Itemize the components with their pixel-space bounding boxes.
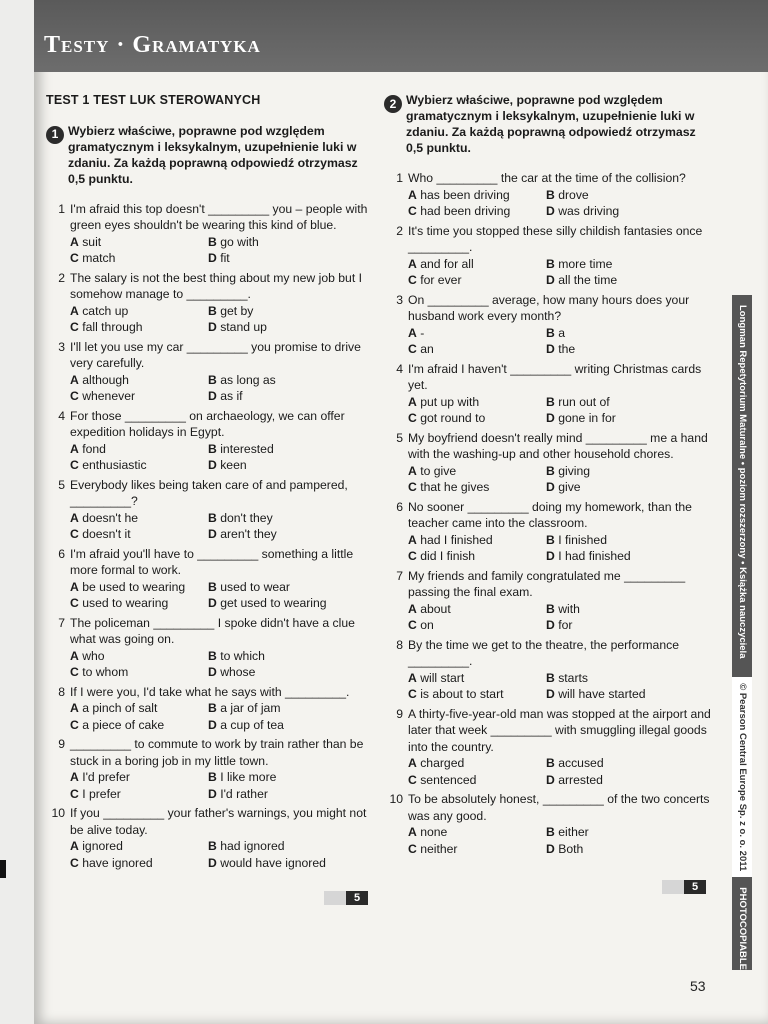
question-item xyxy=(384,637,714,703)
question-body xyxy=(70,477,376,543)
question-list xyxy=(46,201,376,872)
option-text: the xyxy=(558,342,576,356)
option-c: C a piece of cake xyxy=(70,717,165,732)
answer-options xyxy=(408,755,714,788)
option-text: to which xyxy=(220,648,265,663)
option-c: C for ever xyxy=(408,273,462,287)
question-text: A thirty-five-year-old man was stopped at the airport and later that week _________ with smuggling illegal goods into the country. xyxy=(408,706,711,754)
left-column xyxy=(46,92,376,874)
option-text: gone in for xyxy=(558,411,616,425)
option-d: D would have ignored xyxy=(208,855,326,870)
option-text: an xyxy=(420,342,434,356)
answer-options xyxy=(408,463,714,496)
option-d: D I had finished xyxy=(546,549,631,563)
question-number: 8 xyxy=(58,684,65,699)
option-d: D fit xyxy=(208,251,230,265)
option-d: D give xyxy=(546,480,581,494)
answer-options xyxy=(408,824,714,857)
task-1-score-badge: 5 xyxy=(346,891,368,905)
option-a: A fond xyxy=(70,441,106,456)
question-body xyxy=(70,805,376,871)
option-text: for xyxy=(558,618,573,632)
option-text: I'd prefer xyxy=(82,770,130,784)
test-title: TEST 1 TEST LUK STEROWANYCH xyxy=(46,93,261,107)
option-text: had I finished xyxy=(420,532,493,547)
option-text: I'd rather xyxy=(220,786,268,801)
option-text: none xyxy=(420,825,448,839)
question-body xyxy=(408,361,714,427)
question-item xyxy=(384,706,714,789)
question-body xyxy=(70,684,376,734)
question-text: On _________ average, how many hours does your husband work every month? xyxy=(408,292,690,323)
option-text: I finished xyxy=(558,532,607,547)
option-text: ignored xyxy=(82,839,123,853)
option-text: to whom xyxy=(82,665,129,679)
option-text: who xyxy=(82,648,105,663)
option-text: will start xyxy=(420,670,465,685)
option-text: has been driving xyxy=(420,187,510,202)
option-a: A be used to wearing xyxy=(70,579,186,594)
question-number: 3 xyxy=(396,292,403,307)
question-body xyxy=(70,201,376,267)
option-b: B get by xyxy=(208,303,254,318)
option-c: C doesn't it xyxy=(70,527,131,541)
option-text: did I finish xyxy=(420,549,476,563)
header-band xyxy=(34,0,768,72)
option-c: C neither xyxy=(408,841,458,856)
option-c: C enthusiastic xyxy=(70,458,147,472)
option-c: C on xyxy=(408,618,434,632)
question-number: 2 xyxy=(58,270,65,285)
question-text: The policeman _________ I spoke didn't have a clue what was going on. xyxy=(70,615,355,646)
option-text: interested xyxy=(220,441,274,456)
question-body xyxy=(70,270,376,336)
question-item xyxy=(46,615,376,681)
question-number: 1 xyxy=(58,201,65,216)
option-d: D Both xyxy=(546,841,584,856)
question-body xyxy=(408,499,714,565)
option-text: that he gives xyxy=(420,480,490,494)
option-b: B had ignored xyxy=(208,839,285,853)
option-c: C that he gives xyxy=(408,480,490,494)
question-body xyxy=(408,292,714,358)
option-c: C match xyxy=(70,251,116,265)
option-text: as long as xyxy=(220,372,276,387)
question-list xyxy=(384,170,714,857)
page-number: 53 xyxy=(690,978,706,994)
option-b: B a jar of jam xyxy=(208,701,281,715)
question-text: _________ to commute to work by train rather than be stuck in a boring job in my little town. xyxy=(70,737,364,768)
photocopiable-label: PHOTOCOPIABLE xyxy=(737,887,748,970)
option-text: on xyxy=(420,618,434,632)
option-a: A ignored xyxy=(70,839,123,853)
option-text: for ever xyxy=(420,273,462,287)
side-strip-text xyxy=(732,295,752,970)
question-text: I'll let you use my car _________ you promise to drive very carefully. xyxy=(70,339,361,370)
option-b: B drove xyxy=(546,187,589,202)
task-number-badge: 2 xyxy=(384,95,402,113)
question-body xyxy=(408,430,714,496)
option-c: C an xyxy=(408,342,434,356)
option-text: I like more xyxy=(220,770,277,784)
question-body xyxy=(70,408,376,474)
option-text: arrested xyxy=(558,772,603,787)
option-text: doesn't he xyxy=(82,510,139,525)
answer-options xyxy=(70,303,376,336)
option-d: D keen xyxy=(208,458,247,472)
option-d: D I'd rather xyxy=(208,786,268,801)
question-number: 8 xyxy=(396,637,403,652)
option-a: A - xyxy=(408,325,425,340)
option-a: A will start xyxy=(408,670,465,685)
question-item xyxy=(46,201,376,267)
option-b: B more time xyxy=(546,256,613,271)
option-text: either xyxy=(558,825,589,839)
option-text: - xyxy=(420,325,425,340)
option-text: to give xyxy=(420,463,457,478)
option-text: fit xyxy=(220,251,230,265)
option-text: whenever xyxy=(82,389,136,403)
option-text: drove xyxy=(558,187,589,202)
right-column xyxy=(384,92,714,860)
question-body xyxy=(408,223,714,289)
option-text: would have ignored xyxy=(220,855,326,870)
option-text: a jar of jam xyxy=(220,701,281,715)
question-item xyxy=(46,805,376,871)
option-a: A who xyxy=(70,648,105,663)
answer-options xyxy=(408,394,714,427)
question-item xyxy=(46,736,376,802)
answer-options xyxy=(70,838,376,871)
option-a: A although xyxy=(70,372,129,387)
option-text: as if xyxy=(220,389,243,403)
option-c: C I prefer xyxy=(70,786,121,801)
question-text: The salary is not the best thing about my new job but I somehow manage to _________. xyxy=(70,270,362,301)
option-text: fall through xyxy=(82,320,143,334)
question-item xyxy=(46,339,376,405)
question-item xyxy=(384,791,714,857)
question-item xyxy=(46,270,376,336)
option-text: match xyxy=(82,251,116,265)
option-b: B accused xyxy=(546,756,604,770)
page xyxy=(34,0,768,1024)
answer-options xyxy=(70,441,376,474)
gutter-mark xyxy=(0,860,6,878)
option-text: will have started xyxy=(558,687,646,701)
option-b: B I like more xyxy=(208,770,277,784)
question-item xyxy=(384,430,714,496)
option-text: keen xyxy=(220,458,247,472)
option-d: D will have started xyxy=(546,687,646,701)
option-text: had been driving xyxy=(420,204,511,218)
book-title: Longman Repetytorium Maturalne • poziom rozszerzony • Książka nauczyciela xyxy=(737,305,748,659)
question-body xyxy=(408,791,714,857)
question-item xyxy=(384,499,714,565)
question-text: To be absolutely honest, _________ of the two concerts was any good. xyxy=(408,792,710,823)
option-text: a xyxy=(558,325,565,340)
option-text: was driving xyxy=(558,204,620,218)
option-text: giving xyxy=(558,463,591,478)
question-item xyxy=(46,477,376,543)
option-c: C have ignored xyxy=(70,855,153,870)
option-text: doesn't it xyxy=(82,527,131,541)
option-b: B don't they xyxy=(208,510,273,525)
question-text: Everybody likes being taken care of and pampered, _________? xyxy=(70,477,348,508)
option-c: C had been driving xyxy=(408,204,511,218)
question-number: 10 xyxy=(389,792,403,806)
question-text: If you _________ your father's warnings, you might not be alive today. xyxy=(70,806,367,837)
answer-options xyxy=(408,601,714,634)
option-text: aren't they xyxy=(220,527,277,541)
question-number: 2 xyxy=(396,223,403,238)
option-a: A put up with xyxy=(408,394,480,409)
question-item xyxy=(384,361,714,427)
answer-options xyxy=(408,325,714,358)
question-text: I'm afraid you'll have to _________ something a little more formal to work. xyxy=(70,546,354,577)
question-body xyxy=(408,170,714,220)
option-a: A and for all xyxy=(408,256,474,271)
option-c: C whenever xyxy=(70,389,136,403)
question-body xyxy=(408,568,714,634)
option-text: a pinch of salt xyxy=(82,701,158,715)
option-text: enthusiastic xyxy=(82,458,147,472)
question-item xyxy=(46,408,376,474)
option-c: C to whom xyxy=(70,665,129,679)
option-text: get used to wearing xyxy=(220,596,327,610)
option-text: whose xyxy=(220,665,256,679)
question-item xyxy=(384,292,714,358)
question-number: 7 xyxy=(58,615,65,630)
option-b: B starts xyxy=(546,670,588,685)
option-d: D for xyxy=(546,618,573,632)
option-b: B run out of xyxy=(546,394,610,409)
task-1-header xyxy=(46,123,376,187)
option-text: a piece of cake xyxy=(82,717,165,732)
option-text: go with xyxy=(220,234,259,249)
option-c: C fall through xyxy=(70,320,143,334)
question-item xyxy=(46,684,376,734)
option-d: D gone in for xyxy=(546,411,616,425)
option-text: is about to start xyxy=(420,687,504,701)
option-b: B I finished xyxy=(546,532,607,547)
option-d: D get used to wearing xyxy=(208,596,327,610)
option-d: D was driving xyxy=(546,204,620,218)
question-number: 5 xyxy=(396,430,403,445)
question-number: 7 xyxy=(396,568,403,583)
answer-options xyxy=(408,532,714,565)
option-text: about xyxy=(420,601,451,616)
question-text: Who _________ the car at the time of the collision? xyxy=(408,171,686,185)
answer-options xyxy=(408,670,714,703)
option-c: C is about to start xyxy=(408,687,504,701)
option-a: A catch up xyxy=(70,303,129,318)
option-text: don't they xyxy=(220,510,273,525)
option-b: B interested xyxy=(208,441,274,456)
task-2-header xyxy=(384,92,714,156)
option-text: all the time xyxy=(558,273,618,287)
option-text: have ignored xyxy=(82,855,153,870)
option-a: A has been driving xyxy=(408,187,510,202)
question-body xyxy=(408,637,714,703)
option-text: got round to xyxy=(420,411,486,425)
option-text: used to wearing xyxy=(82,596,169,610)
question-item xyxy=(384,568,714,634)
answer-options xyxy=(70,700,376,733)
option-text: I prefer xyxy=(82,786,121,801)
option-text: accused xyxy=(558,756,604,770)
question-number: 6 xyxy=(396,499,403,514)
option-text: although xyxy=(82,372,129,387)
option-text: used to wear xyxy=(220,579,290,594)
question-number: 3 xyxy=(58,339,65,354)
question-text: It's time you stopped these silly childish fantasies once _________. xyxy=(408,223,703,254)
option-d: D a cup of tea xyxy=(208,717,284,732)
option-text: Both xyxy=(558,841,584,856)
question-body xyxy=(408,706,714,789)
option-d: D all the time xyxy=(546,273,618,287)
answer-options xyxy=(70,234,376,267)
question-body xyxy=(70,736,376,802)
answer-options xyxy=(70,372,376,405)
option-text: with xyxy=(558,601,580,616)
option-c: C did I finish xyxy=(408,549,476,563)
option-text: stand up xyxy=(220,320,267,334)
question-item xyxy=(384,223,714,289)
option-a: A charged xyxy=(408,756,465,770)
option-text: I had finished xyxy=(558,549,631,563)
task-number-badge: 1 xyxy=(46,126,64,144)
question-number: 4 xyxy=(396,361,403,376)
option-text: give xyxy=(558,480,581,494)
option-b: B either xyxy=(546,825,589,839)
option-d: D stand up xyxy=(208,320,267,334)
option-text: be used to wearing xyxy=(82,579,186,594)
question-text: For those _________ on archaeology, we can offer expedition holidays in Egypt. xyxy=(70,408,345,439)
option-a: A none xyxy=(408,825,448,839)
question-text: My friends and family congratulated me _________ passing the final exam. xyxy=(408,568,686,599)
page-header-title: Testy · Gramatyka xyxy=(44,32,261,58)
option-text: fond xyxy=(82,441,106,456)
option-text: charged xyxy=(420,756,465,770)
option-c: C sentenced xyxy=(408,772,477,787)
option-d: D whose xyxy=(208,665,256,679)
option-text: starts xyxy=(558,670,588,685)
option-b: B to which xyxy=(208,648,265,663)
side-strip xyxy=(732,295,752,970)
option-a: A a pinch of salt xyxy=(70,701,158,715)
answer-options xyxy=(408,187,714,220)
option-b: B go with xyxy=(208,234,259,249)
question-text: My boyfriend doesn't really mind _________ me a hand with the washing-up and other household chores. xyxy=(408,430,708,461)
option-a: A about xyxy=(408,601,451,616)
option-text: suit xyxy=(82,234,102,249)
option-b: B with xyxy=(546,601,580,616)
option-text: run out of xyxy=(558,394,610,409)
option-text: neither xyxy=(420,841,458,856)
question-text: No sooner _________ doing my homework, than the teacher came into the classroom. xyxy=(408,499,692,530)
option-a: A had I finished xyxy=(408,532,493,547)
option-a: A doesn't he xyxy=(70,510,139,525)
option-d: D aren't they xyxy=(208,527,277,541)
option-text: get by xyxy=(220,303,254,318)
question-text: I'm afraid this top doesn't _________ you – people with green eyes shouldn't be wearing this kind of blue. xyxy=(70,201,368,232)
question-number: 5 xyxy=(58,477,65,492)
answer-options xyxy=(408,256,714,289)
question-text: If I were you, I'd take what he says with _________. xyxy=(70,684,350,699)
option-c: C used to wearing xyxy=(70,596,169,610)
question-body xyxy=(70,615,376,681)
question-number: 10 xyxy=(51,806,65,820)
question-text: I'm afraid I haven't _________ writing Christmas cards yet. xyxy=(408,361,702,392)
option-b: B a xyxy=(546,325,565,340)
option-a: A I'd prefer xyxy=(70,770,130,784)
task-instruction: Wybierz właściwe, poprawne pod względem gramatycznym i leksykalnym, uzupełnienie luki w zdaniu. Za każdą poprawną odpowiedź otrzymasz 0,5 punktu. xyxy=(406,93,696,155)
option-text: a cup of tea xyxy=(220,717,284,732)
option-text: sentenced xyxy=(420,772,477,787)
question-item xyxy=(384,170,714,220)
option-text: and for all xyxy=(420,256,474,271)
option-d: D the xyxy=(546,342,576,356)
option-a: A suit xyxy=(70,234,102,249)
answer-options xyxy=(70,510,376,543)
answer-options xyxy=(70,769,376,802)
question-item xyxy=(46,546,376,612)
question-number: 6 xyxy=(58,546,65,561)
option-text: catch up xyxy=(82,303,129,318)
question-body xyxy=(70,546,376,612)
task-2-score-badge: 5 xyxy=(684,880,706,894)
option-c: C got round to xyxy=(408,411,486,425)
question-body xyxy=(70,339,376,405)
copyright-notice: © Pearson Central Europe Sp. z o. o. 2011 xyxy=(732,677,752,877)
question-number: 9 xyxy=(396,706,403,721)
question-number: 1 xyxy=(396,171,403,185)
option-text: more time xyxy=(558,256,613,271)
option-a: A to give xyxy=(408,463,457,478)
task-instruction: Wybierz właściwe, poprawne pod względem gramatycznym i leksykalnym, uzupełnienie luki w zdaniu. Za każdą poprawną odpowiedź otrzymasz 0,5 punktu. xyxy=(68,123,358,186)
question-text: By the time we get to the theatre, the performance _________. xyxy=(408,637,679,668)
option-b: B as long as xyxy=(208,372,276,387)
option-b: B used to wear xyxy=(208,579,290,594)
question-number: 9 xyxy=(58,737,65,751)
option-d: D arrested xyxy=(546,772,603,787)
option-text: put up with xyxy=(420,394,480,409)
answer-options xyxy=(70,579,376,612)
answer-options xyxy=(70,648,376,681)
question-number: 4 xyxy=(58,408,65,423)
option-b: B giving xyxy=(546,463,591,478)
option-d: D as if xyxy=(208,389,243,403)
option-text: had ignored xyxy=(220,839,285,853)
